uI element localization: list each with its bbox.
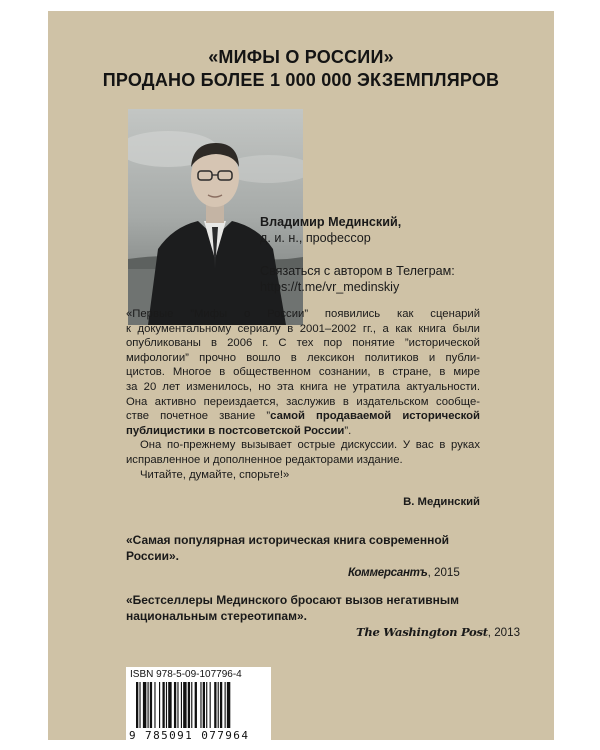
kommersant-logo: Коммерсантъ bbox=[348, 566, 428, 579]
statement-line: к документальному сериалу в 2001–2002 гг., а как книга были bbox=[126, 322, 480, 335]
barcode-bar bbox=[166, 682, 167, 728]
quote-source-washington-post bbox=[356, 625, 520, 639]
barcode-bar bbox=[195, 682, 197, 728]
barcode-bar bbox=[136, 682, 138, 728]
barcode-bar bbox=[210, 682, 211, 728]
statement-line: Она активно переиздается, заслужив в издательском сообще- bbox=[126, 395, 480, 408]
barcode-panel bbox=[126, 667, 271, 743]
quote-year: , 2013 bbox=[487, 626, 521, 639]
barcode-bar bbox=[181, 682, 182, 728]
barcode-bar bbox=[177, 682, 178, 728]
barcode-icon bbox=[136, 682, 262, 730]
barcode-digits: 9 785091 077964 bbox=[129, 729, 250, 742]
barcode-bar bbox=[139, 682, 140, 728]
barcode-bar bbox=[227, 682, 230, 728]
author-credentials: д. и. н., профессор bbox=[260, 231, 371, 245]
barcode-bar bbox=[200, 682, 201, 728]
barcode-bar bbox=[203, 682, 205, 728]
barcode-bar bbox=[183, 682, 186, 728]
barcode-bar bbox=[162, 682, 164, 728]
statement-text: стве почетное звание ” bbox=[126, 410, 271, 423]
barcode-bar bbox=[191, 682, 192, 728]
headline-title: «МИФЫ О РОССИИ» bbox=[208, 47, 394, 67]
statement-line bbox=[126, 424, 480, 439]
statement-line: мифологии” прочно вошло в лексикон политиков и публи- bbox=[126, 351, 480, 364]
isbn-label: ISBN 978-5-09-107796-4 bbox=[130, 669, 242, 680]
quote-year: , 2015 bbox=[427, 566, 460, 579]
telegram-link[interactable]: https://t.me/vr_medinskiy bbox=[260, 280, 400, 294]
barcode-bar bbox=[188, 682, 190, 728]
barcode-bar bbox=[214, 682, 216, 728]
statement-emphasis: самой продаваемой исторической bbox=[270, 410, 480, 423]
press-quote-kommersant: «Самая популярная историческая книга современной России». bbox=[126, 533, 450, 563]
barcode-bar bbox=[218, 682, 219, 728]
washington-post-logo: The Washington Post bbox=[356, 625, 488, 639]
barcode-bar bbox=[168, 682, 171, 728]
contact-block bbox=[260, 263, 455, 295]
barcode-bar bbox=[154, 682, 155, 728]
author-statement bbox=[126, 307, 480, 482]
contact-label: Связаться с автором в Телеграм: bbox=[260, 264, 455, 278]
statement-line: исправленное и дополненное редакторами издание. bbox=[126, 453, 403, 466]
statement-line: цистов. Многое в общественном сознании, в стране, в мире bbox=[126, 366, 480, 379]
statement-text: ”. bbox=[344, 424, 352, 437]
barcode-bar bbox=[143, 682, 146, 728]
signature: В. Мединский bbox=[403, 496, 480, 508]
statement-line: за 20 лет изменилось, но эта книга не утратила актуальности. bbox=[126, 380, 480, 393]
barcode-bar bbox=[225, 682, 226, 728]
barcode-bar bbox=[206, 682, 207, 728]
statement-line: Она по-прежнему вызывает острые дискуссии. У вас в руках bbox=[140, 439, 480, 452]
barcode-bar bbox=[174, 682, 176, 728]
statement-line bbox=[126, 409, 480, 424]
statement-closing: Читайте, думайте, спорьте!» bbox=[140, 468, 290, 481]
statement-emphasis: публицистики в постсоветской России bbox=[126, 424, 345, 437]
barcode-bar bbox=[148, 682, 149, 728]
author-name: Владимир Мединский, bbox=[260, 215, 402, 229]
statement-line: опубликованы в 2006 г. С тех пор понятие ”исторической bbox=[126, 337, 480, 350]
barcode-bar bbox=[220, 682, 222, 728]
author-block bbox=[260, 214, 401, 246]
barcode-bar bbox=[150, 682, 152, 728]
book-back-cover bbox=[48, 11, 554, 740]
press-quote-washington-post: «Бестселлеры Мединского бросают вызов негативным национальным стереотипам». bbox=[126, 593, 459, 623]
statement-line: «Первые ”Мифы о России” появились как сценарий bbox=[126, 308, 480, 320]
quote-source-kommersant bbox=[348, 566, 460, 579]
barcode-bar bbox=[159, 682, 160, 728]
headline-sales: ПРОДАНО БОЛЕЕ 1 000 000 ЭКЗЕМПЛЯРОВ bbox=[102, 70, 500, 90]
